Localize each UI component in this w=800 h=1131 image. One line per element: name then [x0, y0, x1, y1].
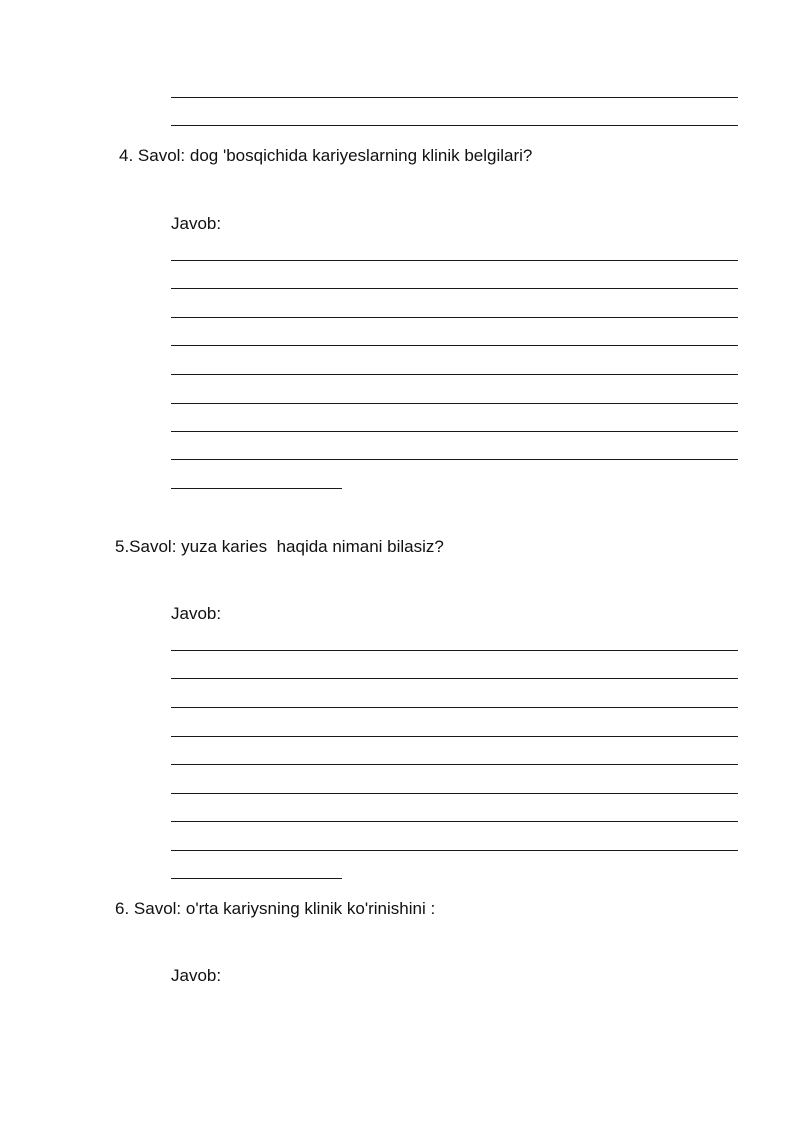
answer-line[interactable] — [171, 374, 738, 375]
answer-line[interactable] — [171, 345, 738, 346]
answer-line[interactable] — [171, 736, 738, 737]
answer-line[interactable] — [171, 260, 738, 261]
answer-line[interactable] — [171, 459, 738, 460]
answer-line[interactable] — [171, 288, 738, 289]
answer-line-short[interactable] — [171, 878, 342, 879]
answer-line[interactable] — [171, 97, 738, 98]
question-6-answer-label: Javob: — [171, 966, 222, 985]
answer-line[interactable] — [171, 125, 738, 126]
answer-line[interactable] — [171, 821, 738, 822]
question-5-answer-label: Javob: — [171, 604, 222, 623]
question-5-text: 5.Savol: yuza karies haqida nimani bilasiz? — [115, 537, 444, 556]
answer-line[interactable] — [171, 650, 738, 651]
answer-line[interactable] — [171, 431, 738, 432]
answer-line[interactable] — [171, 850, 738, 851]
question-4-answer-label: Javob: — [171, 214, 222, 233]
answer-line[interactable] — [171, 403, 738, 404]
answer-line[interactable] — [171, 707, 738, 708]
question-4-text: 4. Savol: dog 'bosqichida kariyeslarning klinik belgilari? — [119, 146, 533, 165]
answer-line[interactable] — [171, 764, 738, 765]
answer-line[interactable] — [171, 317, 738, 318]
question-6-text: 6. Savol: o'rta kariysning klinik ko'rinishini : — [115, 899, 436, 918]
answer-line-short[interactable] — [171, 488, 342, 489]
answer-line[interactable] — [171, 793, 738, 794]
answer-line[interactable] — [171, 678, 738, 679]
